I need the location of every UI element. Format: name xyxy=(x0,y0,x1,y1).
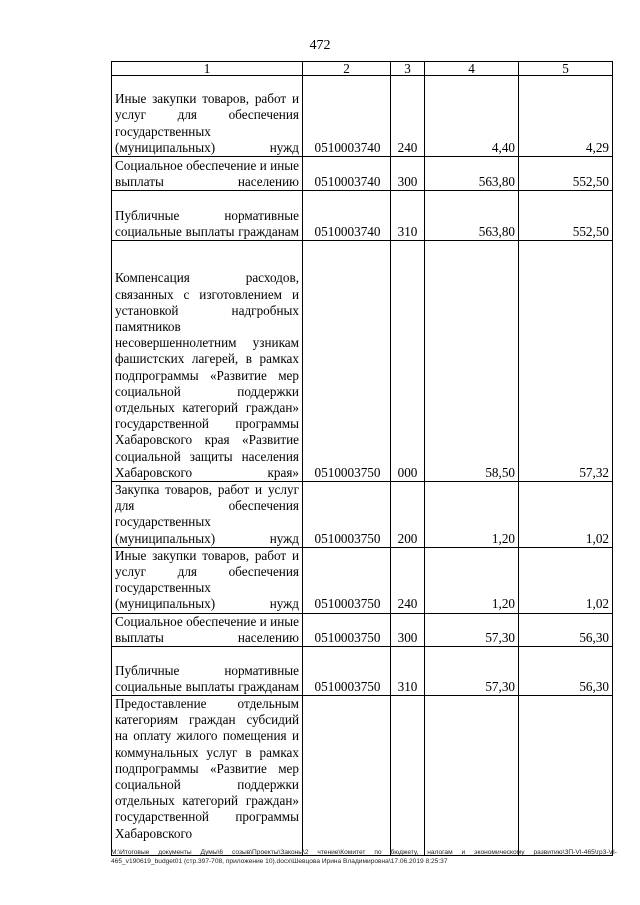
row-value-4: 57,30 xyxy=(425,613,519,646)
file-path-footer: M:\Итоговые документы Думы\6 созыв\Проекты\Законы\2 чтение\Комитет по бюджету, налогам и экономическому развитию\ЗП-VI-465\гр3-VI-465_v190619_budget01 (стр.397-708, приложение 10).docx\Шевцова Ирина Владимировна\17.06.2019 8:25:37 xyxy=(111,849,617,865)
row-name: Предоставление отдельным категориям граждан субсидий на оплату жилого помещения и коммунальных услуг в рамках подпрограммы «Развитие мер социальной поддержки отдельных категорий граждан» государственной программы Хабаровского xyxy=(112,696,303,856)
table-row xyxy=(112,696,613,856)
row-code: 0510003750 xyxy=(303,547,391,613)
table-row xyxy=(112,547,613,613)
column-header-1: 1 xyxy=(112,62,303,76)
row-type: 310 xyxy=(391,191,425,241)
table-row xyxy=(112,613,613,646)
row-value-5: 1,02 xyxy=(519,547,613,613)
table-row xyxy=(112,482,613,548)
row-type xyxy=(391,696,425,856)
row-value-4: 563,80 xyxy=(425,157,519,191)
row-type: 310 xyxy=(391,647,425,696)
column-header-5: 5 xyxy=(519,62,613,76)
row-type: 300 xyxy=(391,157,425,191)
row-value-4: 57,30 xyxy=(425,647,519,696)
row-value-4 xyxy=(425,696,519,856)
row-code: 0510003740 xyxy=(303,191,391,241)
row-value-5: 1,02 xyxy=(519,482,613,548)
page-number: 472 xyxy=(309,38,331,53)
row-value-5: 4,29 xyxy=(519,76,613,157)
table-row xyxy=(112,191,613,241)
row-name: Компенсация расходов, связанных с изготовлением и установкой надгробных памятников несовершеннолетним узникам фашистских лагерей, в рамках подпрограммы «Развитие мер социальной поддержки отдельных категорий граждан» государственной программы Хабаровского края «Развитие социальной защиты населения Хабаровского края» xyxy=(112,241,303,482)
row-type: 000 xyxy=(391,241,425,482)
row-type: 300 xyxy=(391,613,425,646)
row-value-5: 552,50 xyxy=(519,191,613,241)
row-value-4: 1,20 xyxy=(425,482,519,548)
row-value-4: 58,50 xyxy=(425,241,519,482)
row-type: 240 xyxy=(391,76,425,157)
row-value-5: 56,30 xyxy=(519,613,613,646)
row-value-5: 56,30 xyxy=(519,647,613,696)
table-row xyxy=(112,157,613,191)
row-value-5: 57,32 xyxy=(519,241,613,482)
row-code xyxy=(303,696,391,856)
row-name: Публичные нормативные социальные выплаты гражданам xyxy=(112,647,303,696)
row-code: 0510003750 xyxy=(303,482,391,548)
column-header-2: 2 xyxy=(303,62,391,76)
row-code: 0510003740 xyxy=(303,76,391,157)
column-header-4: 4 xyxy=(425,62,519,76)
row-value-5: 552,50 xyxy=(519,157,613,191)
row-name: Иные закупки товаров, работ и услуг для обеспечения государственных (муниципальных) нужд xyxy=(112,76,303,157)
table-row xyxy=(112,76,613,157)
row-value-4: 4,40 xyxy=(425,76,519,157)
table-row xyxy=(112,241,613,482)
row-name: Публичные нормативные социальные выплаты гражданам xyxy=(112,191,303,241)
row-type: 200 xyxy=(391,482,425,548)
row-type: 240 xyxy=(391,547,425,613)
row-code: 0510003740 xyxy=(303,157,391,191)
row-name: Иные закупки товаров, работ и услуг для обеспечения государственных (муниципальных) нужд xyxy=(112,547,303,613)
row-name: Социальное обеспечение и иные выплаты населению xyxy=(112,613,303,646)
row-value-5 xyxy=(519,696,613,856)
row-value-4: 563,80 xyxy=(425,191,519,241)
header-row xyxy=(112,62,613,76)
row-code: 0510003750 xyxy=(303,647,391,696)
budget-table xyxy=(111,61,613,856)
row-value-4: 1,20 xyxy=(425,547,519,613)
row-name: Закупка товаров, работ и услуг для обеспечения государственных (муниципальных) нужд xyxy=(112,482,303,548)
row-code: 0510003750 xyxy=(303,241,391,482)
row-name: Социальное обеспечение и иные выплаты населению xyxy=(112,157,303,191)
row-code: 0510003750 xyxy=(303,613,391,646)
column-header-3: 3 xyxy=(391,62,425,76)
table-row xyxy=(112,647,613,696)
